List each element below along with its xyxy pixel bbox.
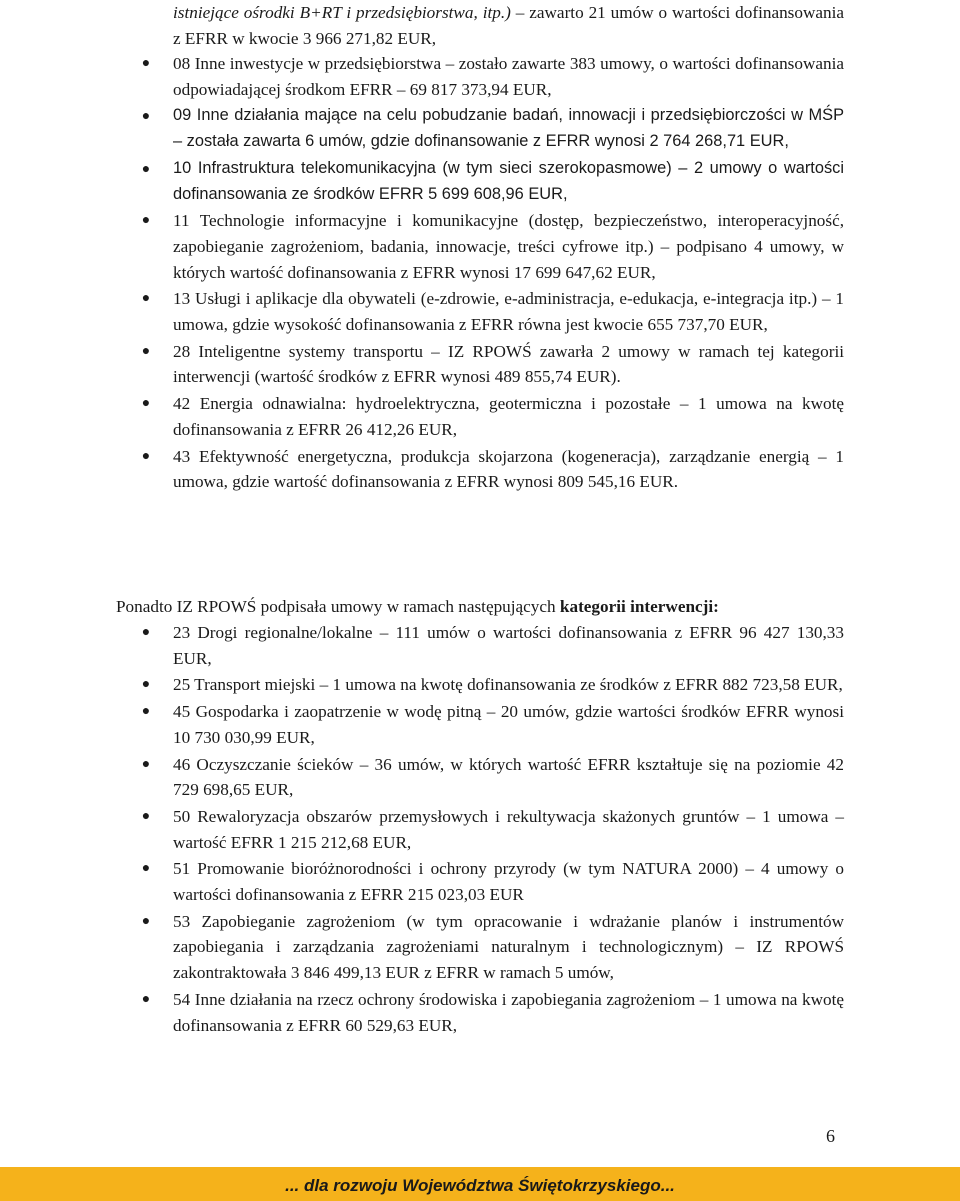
list-item-text: 08 Inne inwestycje w przedsiębiorstwa – zostało zawarte 383 umowy, o wartości dofinansowania odpowiadającej środkom EFRR – 69 817 373,94 EUR, [173, 54, 844, 99]
list-item-text: 13 Usługi i aplikacje dla obywateli (e-zdrowie, e-administracja, e-edukacja, e-integracja itp.) – 1 umowa, gdzie wysokość dofinansowania z EFRR równa jest kwocie 655 737,70 EUR, [173, 289, 844, 335]
bullet-icon: ● [141, 677, 151, 693]
footer-slogan: ... dla rozwoju Województwa Świętokrzyskiego... [285, 1176, 675, 1195]
list-item-text: 51 Promowanie bioróżnorodności i ochrony przyrody (w tym NATURA 2000) – 4 umowy o wartości dofinansowania z EFRR 215 023,03 EUR [173, 859, 844, 905]
continuation-italic: istniejące ośrodki B+RT i przedsiębiorstwa, itp.) [173, 3, 511, 22]
page-number: 6 [826, 1126, 835, 1146]
bullet-icon: ● [141, 756, 151, 772]
intervention-list-1-items [0, 51, 960, 495]
bullet-icon: ● [141, 808, 151, 824]
list-item [0, 856, 960, 907]
list-item-continuation [0, 0, 960, 51]
bullet-icon: ● [141, 291, 151, 307]
list-item [0, 620, 960, 671]
list-item [0, 444, 960, 495]
list-item [0, 699, 960, 750]
bullet-icon: ● [141, 159, 151, 176]
list-item-text: 45 Gospodarka i zaopatrzenie w wodę pitną – 20 umów, gdzie wartości środków EFRR wynosi 10 730 030,99 EUR, [173, 702, 844, 747]
list-item-text: 43 Efektywność energetyczna, produkcja skojarzona (kogeneracja), zarządzanie energią – 1 umowa, gdzie wartość dofinansowania z EFRR wynosi 809 545,16 EUR. [173, 446, 844, 492]
list-item [0, 804, 960, 855]
list-item-text: 11 Technologie informacyjne i komunikacyjne (dostęp, bezpieczeństwo, interoperacyjność, zapobieganie zagrożeniom, badania, innowacje, treści cyfrowe itp.) – podpisano 4 umowy, w których wartość dofinansowania z EFRR wynosi 17 699 647,62 EUR, [173, 211, 844, 282]
list-item [0, 103, 960, 154]
list-item [0, 987, 960, 1038]
list-item [0, 752, 960, 803]
continuation-text: – zawarto 21 umów o wartości dofinansowania z EFRR w kwocie 3 966 271,82 EUR, [173, 3, 844, 48]
bullet-icon: ● [141, 107, 151, 124]
list-item-text: 46 Oczyszczanie ścieków – 36 umów, w których wartość EFRR kształtuje się na poziomie 42 729 698,65 EUR, [173, 754, 844, 800]
list-item-text: 25 Transport miejski – 1 umowa na kwotę dofinansowania ze środków z EFRR 882 723,58 EUR, [173, 675, 843, 695]
list-item [0, 51, 960, 102]
intro-paragraph [116, 594, 876, 620]
list-item-text: 54 Inne działania na rzecz ochrony środowiska i zapobiegania zagrożeniom – 1 umowa na kwotę dofinansowania z EFRR 60 529,63 EUR, [173, 989, 844, 1035]
list-item [0, 391, 960, 442]
bullet-icon: ● [141, 213, 151, 229]
intervention-list-1 [0, 0, 960, 51]
bullet-icon: ● [141, 861, 151, 877]
list-item [0, 339, 960, 390]
bullet-icon: ● [141, 448, 151, 464]
list-item [0, 672, 960, 698]
list-item-text: 09 Inne działania mające na celu pobudzanie badań, innowacji i przedsiębiorczości w MŚP – została zawarta 6 umów, gdzie dofinansowanie z EFRR wynosi 2 764 268,71 EUR, [173, 106, 844, 151]
list-item-text: 23 Drogi regionalne/lokalne – 111 umów o wartości dofinansowania z EFRR 96 427 130,33 EUR, [173, 623, 844, 668]
list-item-text: 53 Zapobieganie zagrożeniom (w tym opracowanie i wdrażanie planów i instrumentów zapobiegania i zarządzania zagrożeniami naturalnym i technologicznym) – IZ RPOWŚ zakontraktowała 3 846 499,13 EUR z EFRR w ramach 5 umów, [173, 911, 844, 983]
bullet-icon: ● [141, 625, 151, 640]
bullet-icon: ● [141, 343, 151, 359]
intervention-list-2 [0, 620, 960, 1038]
list-item [0, 286, 960, 337]
list-item-text: 50 Rewaloryzacja obszarów przemysłowych i rekultywacja skażonych gruntów – 1 umowa – wartość EFRR 1 215 212,68 EUR, [173, 806, 844, 852]
list-item-text: 42 Energia odnawialna: hydroelektryczna, geotermiczna i pozostałe – 1 umowa na kwotę dofinansowania z EFRR 26 412,26 EUR, [173, 394, 844, 439]
list-item [0, 208, 960, 285]
list-item-text: 28 Inteligentne systemy transportu – IZ RPOWŚ zawarła 2 umowy w ramach tej kategorii interwencji (wartość środków z EFRR wynosi 489 855,74 EUR). [173, 341, 844, 387]
intro-bold: kategorii interwencji: [559, 597, 719, 616]
bullet-icon: ● [141, 704, 151, 720]
list-item [0, 156, 960, 207]
list-item-text: 10 Infrastruktura telekomunikacyjna (w tym sieci szerokopasmowe) – 2 umowy o wartości dofinansowania ze środków EFRR 5 699 608,96 EUR, [173, 158, 844, 203]
bullet-icon: ● [141, 396, 151, 412]
footer-bar [0, 1167, 960, 1201]
bullet-icon: ● [141, 913, 151, 929]
bullet-icon: ● [141, 991, 151, 1007]
list-item [0, 909, 960, 986]
bullet-icon: ● [141, 56, 151, 71]
intro-text: Ponadto IZ RPOWŚ podpisała umowy w ramach następujących [116, 597, 560, 616]
